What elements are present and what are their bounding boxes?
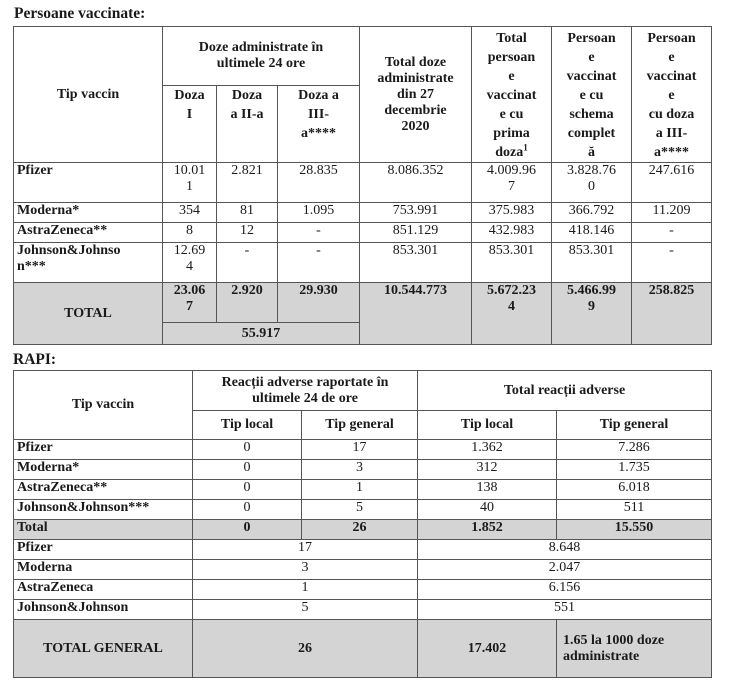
summary-total-value: 2.047 <box>418 560 712 580</box>
rapi-total-label: Total <box>14 520 193 540</box>
general-total-value: 7.286 <box>557 440 712 460</box>
completa-value: 366.792 <box>552 203 632 223</box>
doza3-persons-value: - <box>632 243 712 283</box>
doza1-value: 12.69 4 <box>163 243 217 283</box>
summary-24h-value: 3 <box>193 560 418 580</box>
local-24h-value: 0 <box>193 500 302 520</box>
doza2-value: 12 <box>217 223 278 243</box>
total-general-24h: 26 <box>193 620 418 678</box>
summary-row <box>14 560 712 580</box>
rapi-header-tip-local-24h: Tip local <box>193 411 302 440</box>
completa-value: 3.828.76 0 <box>552 163 632 203</box>
rapi-total-general-24h: 26 <box>302 520 418 540</box>
vaccine-name: AstraZeneca** <box>14 223 163 243</box>
total-row <box>14 283 712 323</box>
doza3-value: 1.095 <box>278 203 360 223</box>
header-total-prima <box>472 27 552 163</box>
summary-24h-value: 17 <box>193 540 418 560</box>
total-doze-value: 8.086.352 <box>360 163 472 203</box>
general-total-value: 6.018 <box>557 480 712 500</box>
completa-value: 853.301 <box>552 243 632 283</box>
rapi-header-tip-general-24h: Tip general <box>302 411 418 440</box>
rapi-total-row <box>14 520 712 540</box>
local-total-value: 1.362 <box>418 440 557 460</box>
general-24h-value: 3 <box>302 460 418 480</box>
doza1-value: 8 <box>163 223 217 243</box>
vaccine-name: Johnson&Johnson <box>14 600 193 620</box>
doza1-value: 10.01 1 <box>163 163 217 203</box>
summary-row <box>14 540 712 560</box>
table-row <box>14 460 712 480</box>
section-title-rapi: RAPI: <box>13 351 57 368</box>
rapi-header-tip-vaccin: Tip vaccin <box>14 371 193 440</box>
general-24h-value: 5 <box>302 500 418 520</box>
rapi-header-tip-general-total: Tip general <box>557 411 712 440</box>
header-doze-24h: Doze administrate în ultimele 24 ore <box>163 27 360 86</box>
total-doze-value: 853.301 <box>360 243 472 283</box>
rapi-header-tip-local-total: Tip local <box>418 411 557 440</box>
header-doza3-persons: Persoan e vaccinat e cu doza a III- a**** <box>632 27 712 163</box>
general-total-value: 1.735 <box>557 460 712 480</box>
total-doza3-persons: 258.825 <box>632 283 712 345</box>
doza3-persons-value: - <box>632 223 712 243</box>
summary-total-value: 8.648 <box>418 540 712 560</box>
doza2-value: - <box>217 243 278 283</box>
summary-24h-value: 1 <box>193 580 418 600</box>
vaccine-name: Moderna* <box>14 203 163 223</box>
table-row <box>14 203 712 223</box>
general-total-value: 511 <box>557 500 712 520</box>
rapi-header-reactii-24h: Reacții adverse raportate în ultimele 24 de ore <box>193 371 418 411</box>
summary-total-value: 551 <box>418 600 712 620</box>
total-doze-value: 753.991 <box>360 203 472 223</box>
vaccine-name: Johnson&Johnso n*** <box>14 243 163 283</box>
section-title-vaccinated: Persoane vaccinate: <box>14 5 146 22</box>
vaccine-name: Pfizer <box>14 540 193 560</box>
summary-24h-value: 5 <box>193 600 418 620</box>
vaccine-name: AstraZeneca <box>14 580 193 600</box>
prima-value: 375.983 <box>472 203 552 223</box>
doza2-value: 2.821 <box>217 163 278 203</box>
header-doza2: Doza a II-a <box>217 86 278 163</box>
rapi-header-total-reactii: Total reacții adverse <box>418 371 712 411</box>
local-24h-value: 0 <box>193 480 302 500</box>
vaccine-name: Pfizer <box>14 163 163 203</box>
total-doze-sum: 10.544.773 <box>360 283 472 345</box>
summary-total-value: 6.156 <box>418 580 712 600</box>
header-tip-vaccin: Tip vaccin <box>14 27 163 163</box>
completa-value: 418.146 <box>552 223 632 243</box>
total-doza2: 2.920 <box>217 283 278 323</box>
rapi-total-local-total: 1.852 <box>418 520 557 540</box>
total-label: TOTAL <box>14 283 163 345</box>
general-24h-value: 1 <box>302 480 418 500</box>
general-24h-value: 17 <box>302 440 418 460</box>
vaccine-name: Moderna* <box>14 460 193 480</box>
header-total-doze: Total doze administrate din 27 decembrie 2020 <box>360 27 472 163</box>
table-row <box>14 440 712 460</box>
summary-row <box>14 580 712 600</box>
local-24h-value: 0 <box>193 440 302 460</box>
vaccinated-table <box>13 26 712 345</box>
table-row <box>14 163 712 203</box>
vaccine-name: AstraZeneca** <box>14 480 193 500</box>
vaccine-name: Pfizer <box>14 440 193 460</box>
doza3-value: 28.835 <box>278 163 360 203</box>
header-doza1: Doza I <box>163 86 217 163</box>
header-schema-completa: Persoan e vaccinat e cu schema complet ă <box>552 27 632 163</box>
doza2-value: 81 <box>217 203 278 223</box>
total-general-rate: 1.65 la 1000 doze administrate <box>557 620 712 678</box>
table-row <box>14 500 712 520</box>
prima-value: 432.983 <box>472 223 552 243</box>
doza3-persons-value: 11.209 <box>632 203 712 223</box>
footnote-marker: 1 <box>523 142 528 153</box>
total-24h-sum: 55.917 <box>163 323 360 345</box>
local-total-value: 40 <box>418 500 557 520</box>
local-total-value: 312 <box>418 460 557 480</box>
doza3-persons-value: 247.616 <box>632 163 712 203</box>
table-row <box>14 243 712 283</box>
doza3-value: - <box>278 223 360 243</box>
header-total-prima-text: Total persoan e vaccinat e cu prima doza <box>486 31 537 160</box>
total-doza1: 23.06 7 <box>163 283 217 323</box>
doza1-value: 354 <box>163 203 217 223</box>
header-doza3: Doza a III- a**** <box>278 86 360 163</box>
total-general-sum: 17.402 <box>418 620 557 678</box>
local-24h-value: 0 <box>193 460 302 480</box>
doza3-value: - <box>278 243 360 283</box>
rapi-total-general-total: 15.550 <box>557 520 712 540</box>
rapi-table <box>13 370 712 678</box>
total-general-label: TOTAL GENERAL <box>14 620 193 678</box>
prima-value: 4.009.96 7 <box>472 163 552 203</box>
total-prima: 5.672.23 4 <box>472 283 552 345</box>
rapi-total-local-24h: 0 <box>193 520 302 540</box>
local-total-value: 138 <box>418 480 557 500</box>
table-row <box>14 480 712 500</box>
total-doza3: 29.930 <box>278 283 360 323</box>
vaccine-name: Johnson&Johnson*** <box>14 500 193 520</box>
vaccine-name: Moderna <box>14 560 193 580</box>
summary-row <box>14 600 712 620</box>
table-row <box>14 223 712 243</box>
total-completa: 5.466.99 9 <box>552 283 632 345</box>
total-general-row <box>14 620 712 678</box>
prima-value: 853.301 <box>472 243 552 283</box>
total-doze-value: 851.129 <box>360 223 472 243</box>
